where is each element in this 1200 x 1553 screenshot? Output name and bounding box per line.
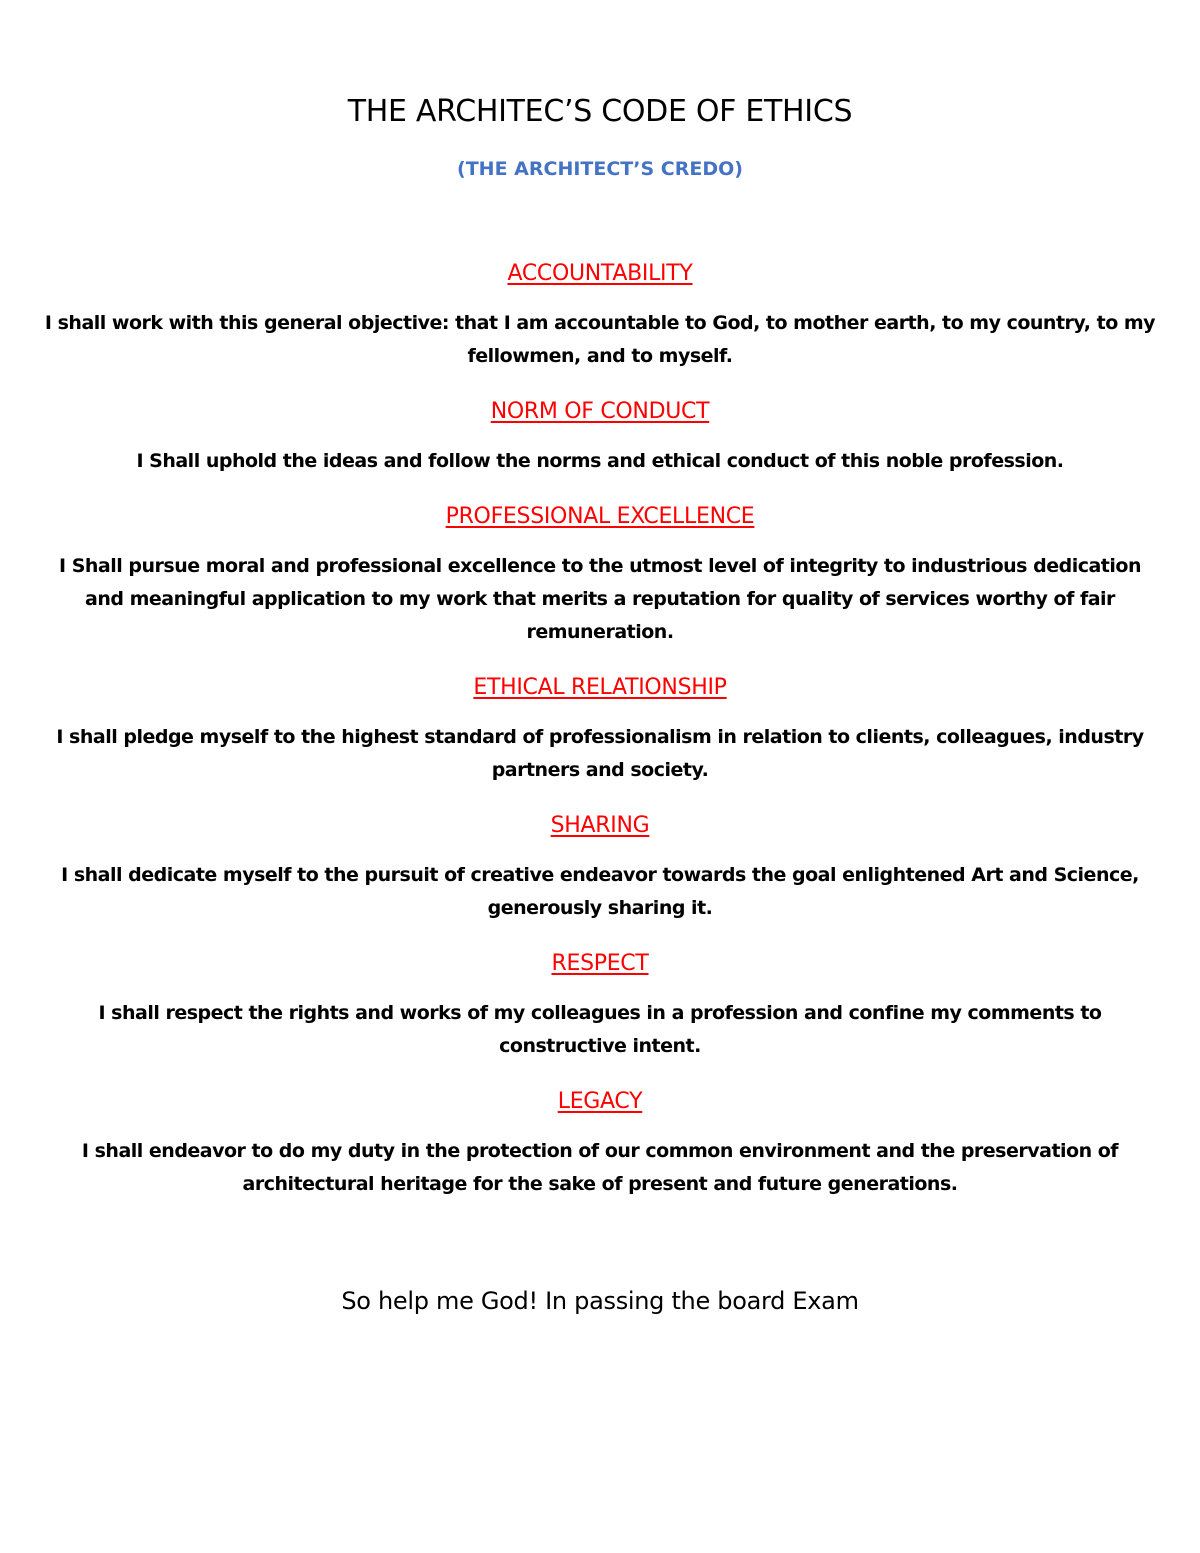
section-heading: LEGACY xyxy=(557,1089,643,1114)
section-norm-of-conduct xyxy=(40,395,1160,478)
section-legacy xyxy=(40,1085,1160,1201)
section-heading: NORM OF CONDUCT xyxy=(490,399,710,424)
document-title: THE ARCHITEC’S CODE OF ETHICS xyxy=(347,94,853,129)
section-text: I Shall uphold the ideas and follow the norms and ethical conduct of this noble profession. xyxy=(136,450,1064,472)
section-text: I Shall pursue moral and professional excellence to the utmost level of integrity to industrious dedication and meaningful application to my work that merits a reputation for quality of services worthy of fair remuneration. xyxy=(59,555,1141,643)
section-text: I shall dedicate myself to the pursuit of creative endeavor towards the goal enlightened Art and Science, generously sharing it. xyxy=(61,864,1139,919)
section-respect xyxy=(40,947,1160,1063)
section-text: I shall work with this general objective: that I am accountable to God, to mother earth, to my country, to my fellowmen, and to myself. xyxy=(44,312,1156,367)
section-heading: ACCOUNTABILITY xyxy=(507,261,693,286)
closing-line: So help me God! In passing the board Exam xyxy=(341,1287,859,1315)
section-text: I shall respect the rights and works of my colleagues in a profession and confine my comments to constructive intent. xyxy=(98,1002,1102,1057)
section-text: I shall pledge myself to the highest standard of professionalism in relation to clients, colleagues, industry partners and society. xyxy=(56,726,1144,781)
section-professional-excellence xyxy=(40,500,1160,649)
section-ethical-relationship xyxy=(40,671,1160,787)
section-heading: PROFESSIONAL EXCELLENCE xyxy=(445,504,755,529)
section-heading: RESPECT xyxy=(551,951,649,976)
credo-sections xyxy=(40,257,1160,1223)
section-heading: ETHICAL RELATIONSHIP xyxy=(473,675,727,700)
section-heading: SHARING xyxy=(550,813,650,838)
section-accountability xyxy=(40,257,1160,373)
section-sharing xyxy=(40,809,1160,925)
document-subtitle: (THE ARCHITECT’S CREDO) xyxy=(457,158,743,180)
section-text: I shall endeavor to do my duty in the protection of our common environment and the preservation of architectural heritage for the sake of present and future generations. xyxy=(81,1140,1119,1195)
